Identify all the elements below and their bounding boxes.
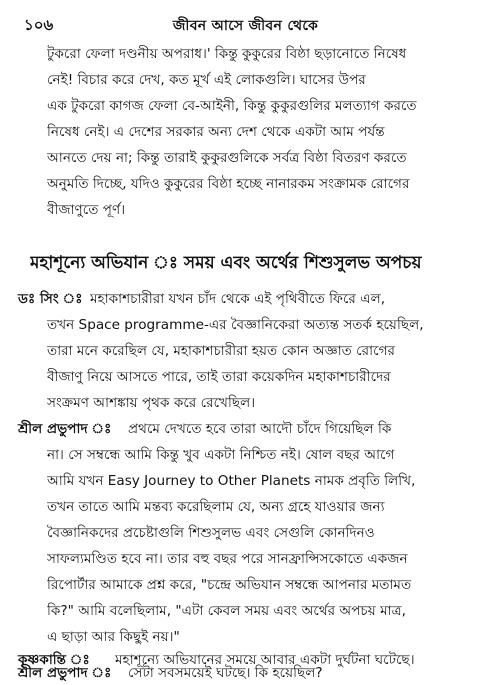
text-line: আমি যখন Easy Journey to Other Planets নামক প্রবৃতি লিখি, [47,473,416,489]
speaker-label: কৃষ্ণকান্তি ঃ [18,652,90,668]
text-line: মহাশূন্যে অভিযানের সময়ে আবার একটা দুর্ঘটনা ঘটেছে। [115,652,415,668]
speaker-label: শ্রীল প্রভুপাদ ঃ [18,665,112,681]
text-line: না। সে সম্বন্ধে আমি কিন্তু খুব একটা নিশ্চিত নই। ষোল বছর আগে [47,447,395,463]
text-line: তারা মনে করেছিল যে, মহাকাশচারীরা হয়ত কোন অজ্ঞাত রোগের [47,343,395,359]
text-line: আনতে দেয় না; কিন্তু তারাই কুকুরগুলিকে সর্বত্র বিষ্ঠা বিতরণ করতে [47,150,407,166]
text-line: অনুমতি দিচ্ছে, যদিও কুকুরের বিষ্ঠা হচ্ছে নানারকম সংক্রামক রোগের [47,176,410,192]
speaker-label: ডঃ সিং ঃ [18,291,83,307]
text-line: রিপোর্টার আমাকে প্রশ্ন করে, "চন্দ্রে অভিযান সম্বন্ধে আপনার মতামত [47,577,412,593]
text-line: সেটা সবসময়েই ঘটছে। কি হয়েছিল? [128,665,323,681]
speaker-label: শ্রীল প্রভুপাদ ঃ [18,421,112,437]
text-line: নিষেধ নেই। এ দেশের সরকার অন্য দেশ থেকে একটা আম পর্যন্ত [47,124,385,140]
text-line: বীজাণুতে পূর্ণ। [47,202,126,218]
section-heading: মহাশূন্যে অভিযান ঃ সময় এবং অর্থের শিশুসুলভ অপচয় [30,253,422,273]
text-line: বৈজ্ঞানিকদের প্রচেষ্টাগুলি শিশুসুলভ এবং সেগুলি কোনদিনও [47,525,375,541]
text-line: সংক্রমণ আশঙ্কায় পৃথক করে রেখেছিল। [47,395,256,411]
text-line: কি?" আমি বলেছিলাম, "এটা কেবল সময় এবং অর্থের অপচয় মাত্র, [47,603,406,619]
text-line: নেই! বিচার করে দেখ, কত মূর্খ এই লোকগুলি। ঘাসের উপর [47,72,366,88]
running-head [24,14,467,36]
book-title: জীবন আসে জীবন থেকে [172,18,319,34]
text-line: তখন Space programme-এর বৈজ্ঞানিকেরা অত্যন্ত সতর্ক হয়েছিল, [47,317,424,333]
text-line: মহাকাশচারীরা যখন চাঁদ থেকে এই পৃথিবীতে ফিরে এল, [90,291,386,307]
text-line: এ ছাড়া আর কিছুই নয়।" [47,629,180,645]
text-line: টুকরো ফেলা দণ্ডনীয় অপরাধ।' কিন্তু কুকুরের বিষ্ঠা ছড়ানোতে নিষেধ [47,46,407,62]
page-number: ১০৬ [24,16,54,34]
text-line: প্রথমে দেখতে হবে তারা আদৌ চাঁদে গিয়েছিল কি [128,421,392,437]
text-line: সাফল্যমণ্ডিত হবে না। তার বহু বছর পরে সানফ্রান্সিসকোতে একজন [47,551,408,567]
text-line: তখন তাতে আমি মন্তব্য করেছিলাম যে, অন্য গ্রহে যাওয়ার জন্য [47,499,385,515]
text-line: এক টুকরো কাগজ ফেলা বে-আইনী, কিন্তু কুকুরগুলির মলত্যাগ করতে [47,98,417,114]
text-line: বীজাণু নিয়ে আসতে পারে, তাই তারা কয়েকদিন মহাকাশচারীদের [47,369,391,385]
